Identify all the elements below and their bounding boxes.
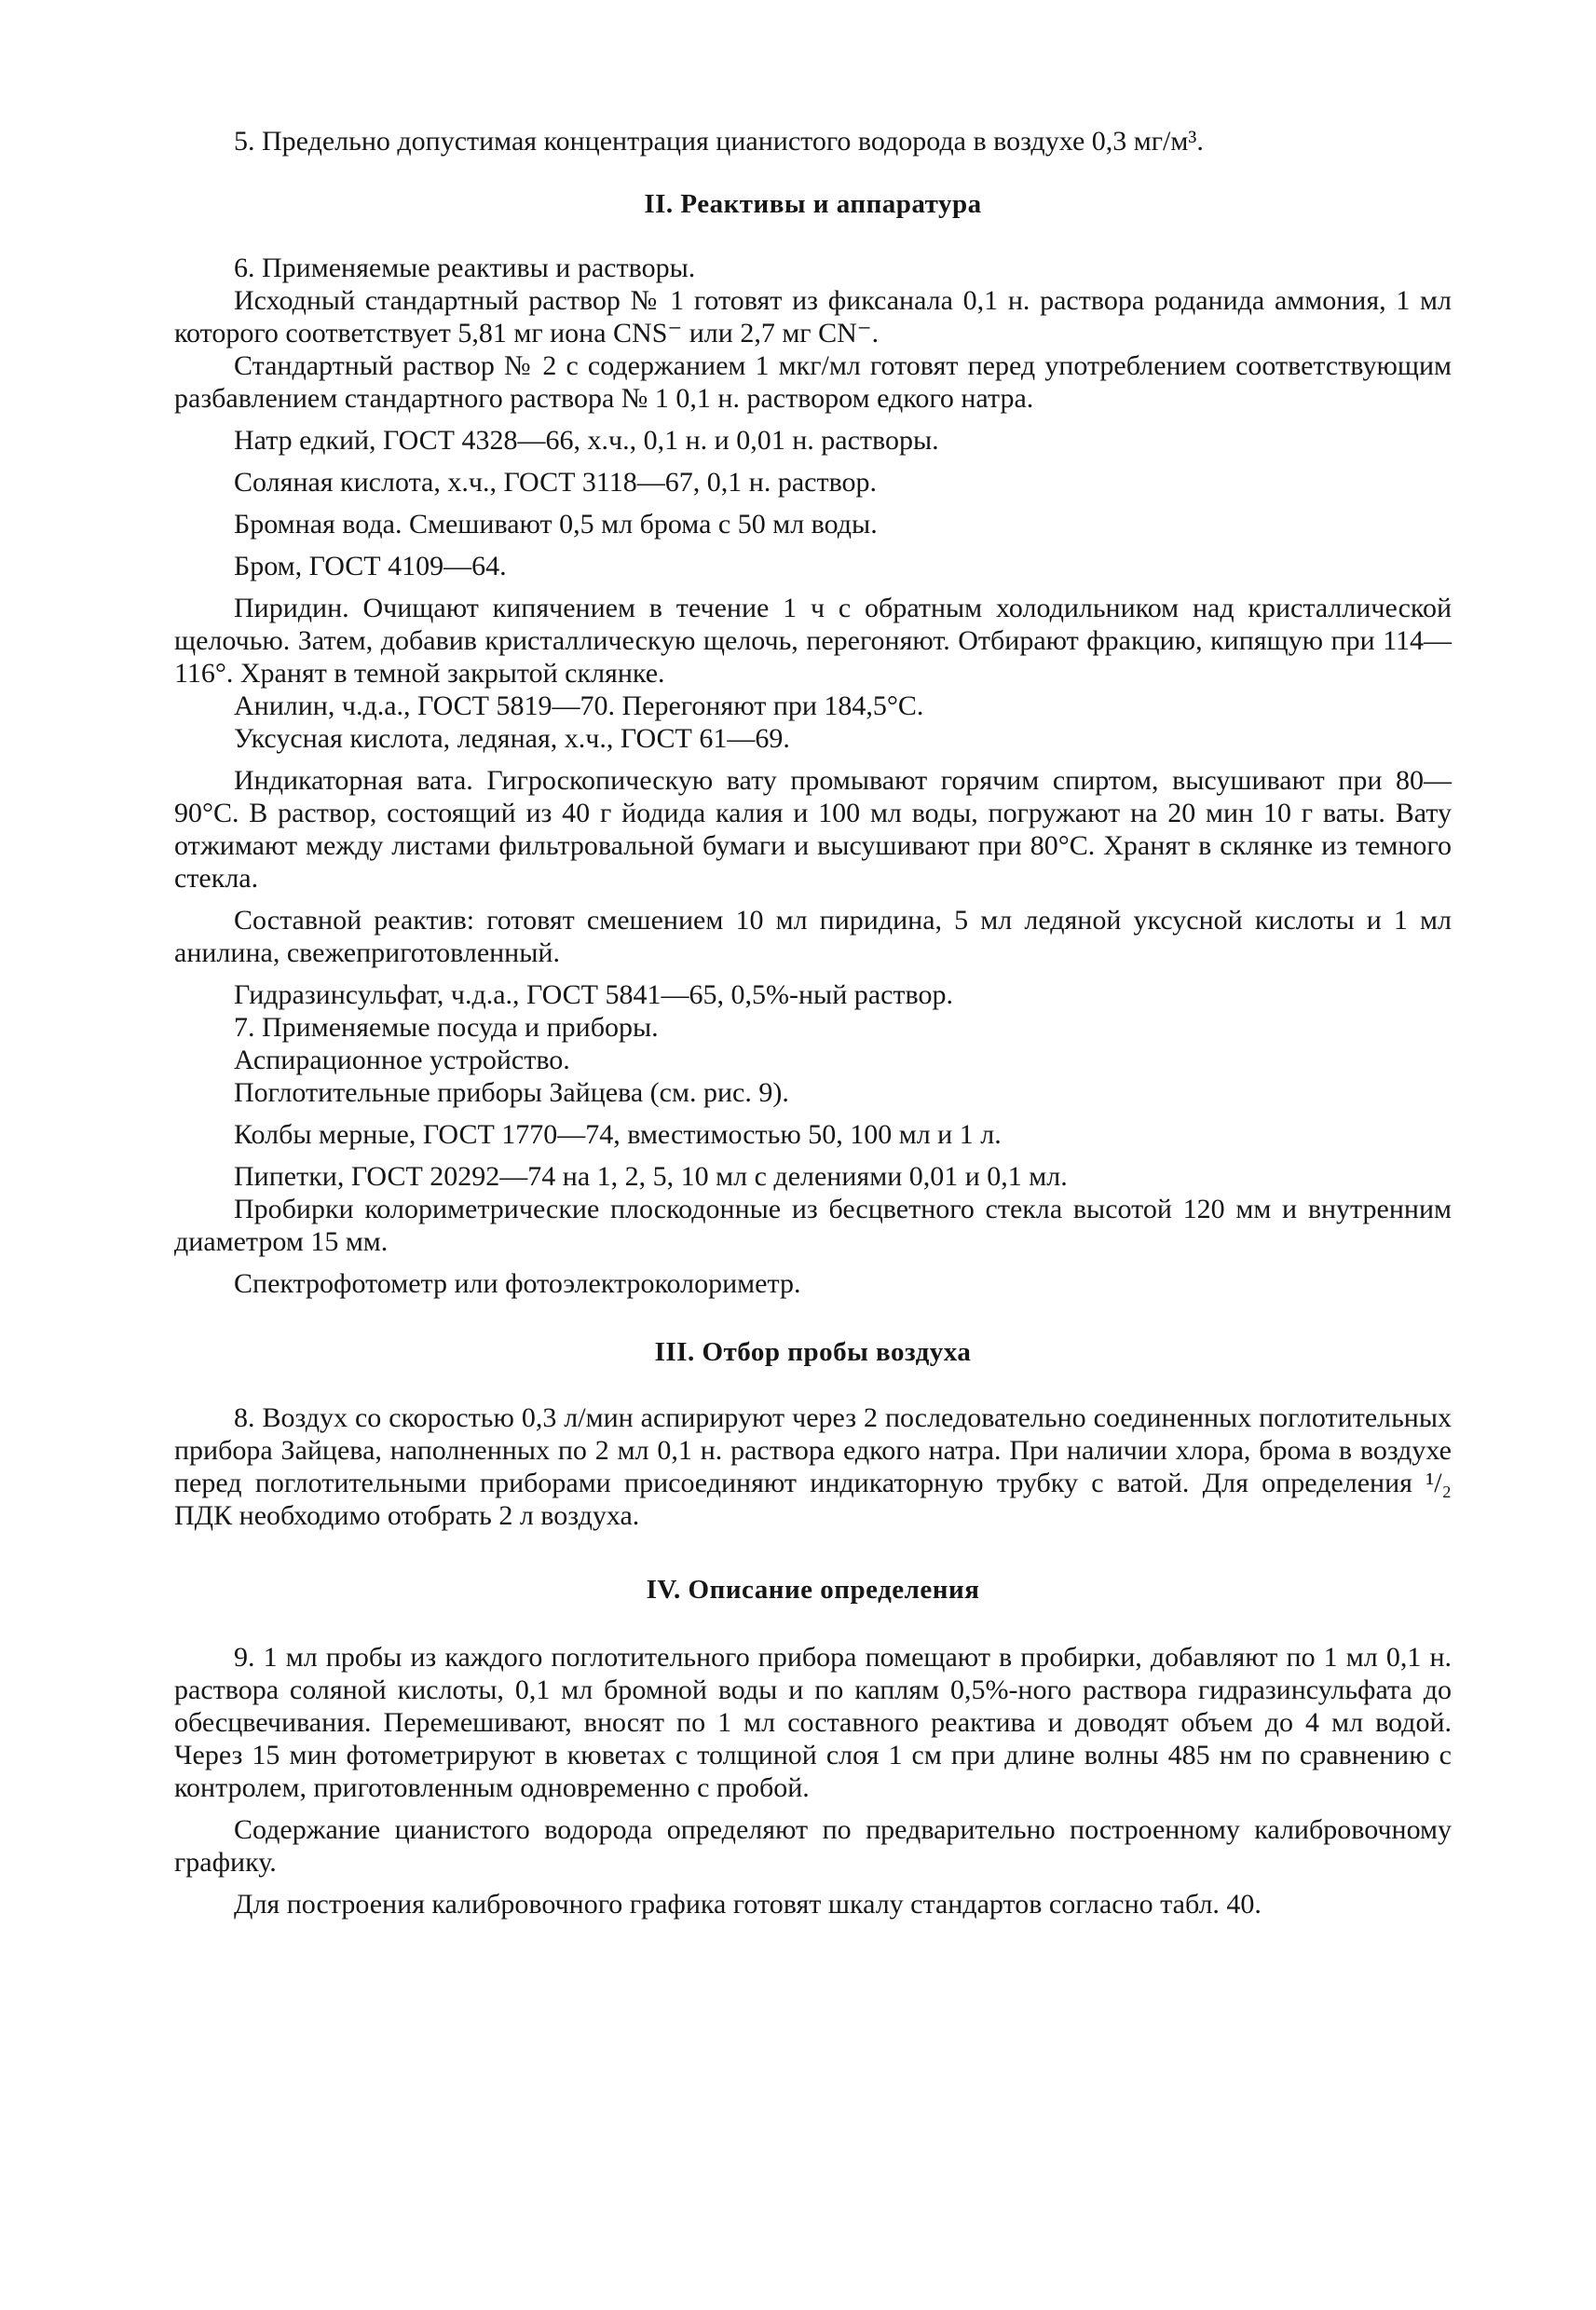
section-heading-2: II. Реактивы и аппаратура [644, 189, 982, 219]
paragraph-9-calibration: Для построения калибровочного графика готовят шкалу стандартов согласно табл. 40. [234, 1889, 1262, 1920]
reagent-pyridine: Пиридин. Очищают кипячением в течение 1 ч с обратным холодильником над кристаллической щелочью. Затем, добавив кристаллическую щелочь, перегоняют. Отбирают фракцию, кипящую при 114—116°. Хранят в темной закрытой склянке. [174, 593, 1452, 689]
equipment-flasks: Колбы мерные, ГОСТ 1770—74, вместимостью 50, 100 мл и 1 л. [234, 1119, 1002, 1150]
paragraph-9: 9. 1 мл пробы из каждого поглотительного прибора помещают в пробирки, добавляют по 1 мл 0,1 н. раствора соляной кислоты, 0,1 мл бромной воды и по каплям 0,5%-ного раствора гидразинсульфата до обесцвечивания. Перемешивают, вносят по 1 мл составного реактива и доводят объем до 4 мл водой. Через 15 мин фотометрируют в кюветах с толщиной слоя 1 см при длине волны 485 нм по сравнению с контролем, приготовленным одновременно с пробой. [174, 1642, 1452, 1803]
reagent-hydrazine-sulfate: Гидразинсульфат, ч.д.а., ГОСТ 5841—65, 0,5%-ный раствор. [234, 979, 953, 1010]
reagent-bromine: Бром, ГОСТ 4109—64. [234, 551, 507, 581]
equipment-test-tubes: Пробирки колориметрические плоскодонные из бесцветного стекла высотой 120 мм и внутренним диаметром 15 мм. [174, 1194, 1452, 1257]
reagent-aniline: Анилин, ч.д.а., ГОСТ 5819—70. Перегоняют при 184,5°С. [234, 690, 924, 721]
paragraph-8: 8. Воздух со скоростью 0,3 л/мин аспирируют через 2 последовательно соединенных поглотительных прибора Зайцева, наполненных по 2 мл 0,1 н. раствора едкого натра. При наличии хлора, брома в воздухе перед поглотительными приборами присоединяют индикаторную трубку с ватой. Для определения ¹/₂ ПДК необходимо отобрать 2 л воздуха. [174, 1402, 1452, 1531]
section-heading-4: IV. Описание определения [646, 1575, 980, 1605]
equipment-pipettes: Пипетки, ГОСТ 20292—74 на 1, 2, 5, 10 мл с делениями 0,01 и 0,1 мл. [234, 1161, 1068, 1192]
paragraph-9-content: Содержание цианистого водорода определяют по предварительно построенному калибровочному графику. [174, 1814, 1452, 1878]
equipment-absorbers: Поглотительные приборы Зайцева (см. рис. 9). [234, 1077, 789, 1108]
reagent-acetic-acid: Уксусная кислота, ледяная, х.ч., ГОСТ 61—69. [234, 723, 790, 754]
paragraph-6-stock-solution: Исходный стандартный раствор № 1 готовят из фиксанала 0,1 н. раствора роданида аммония, 1 мл которого соответствует 5,81 мг иона CNS⁻ или 2,7 мг CN⁻. [174, 285, 1452, 349]
paragraph-6: 6. Применяемые реактивы и растворы. [234, 253, 696, 283]
reagent-bromine-water: Бромная вода. Смешивают 0,5 мл брома с 50 мл воды. [234, 509, 878, 540]
reagent-sodium-hydroxide: Натр едкий, ГОСТ 4328—66, х.ч., 0,1 н. и 0,01 н. растворы. [234, 425, 939, 456]
reagent-hydrochloric-acid: Соляная кислота, х.ч., ГОСТ 3118—67, 0,1 н. раствор. [234, 467, 878, 498]
paragraph-6-standard-solution: Стандартный раствор № 2 с содержанием 1 мкг/мл готовят перед употреблением соответствующим разбавлением стандартного раствора № 1 0,1 н. раствором едкого натра. [174, 350, 1452, 414]
equipment-aspiration: Аспирационное устройство. [234, 1045, 570, 1075]
paragraph-5: 5. Предельно допустимая концентрация цианистого водорода в воздухе 0,3 мг/м³. [234, 126, 1204, 157]
section-heading-3: III. Отбор пробы воздуха [654, 1337, 972, 1367]
reagent-composite: Составной реактив: готовят смешением 10 мл пиридина, 5 мл ледяной уксусной кислоты и 1 мл анилина, свежеприготовленный. [174, 905, 1452, 968]
paragraph-7: 7. Применяемые посуда и приборы. [234, 1012, 659, 1043]
reagent-indicator-cotton: Индикаторная вата. Гигроскопическую вату промывают горячим спиртом, высушивают при 80—90°С. В раствор, состоящий из 40 г йодида калия и 100 мл воды, погружают на 20 мин 10 г ваты. Вату отжимают между листами фильтровальной бумаги и высушивают при 80°С. Хранят в склянке из темного стекла. [174, 765, 1452, 894]
equipment-spectrophotometer: Спектрофотометр или фотоэлектроколориметр. [234, 1268, 801, 1299]
